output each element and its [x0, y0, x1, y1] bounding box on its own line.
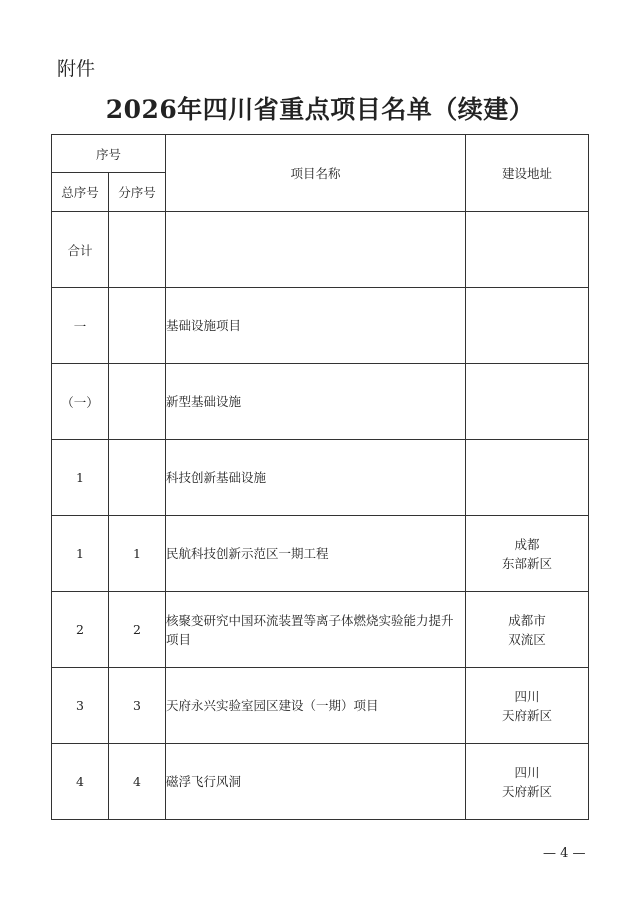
header-location: 建设地址 — [466, 135, 589, 212]
sub-seq-cell — [109, 364, 166, 440]
location-line-2: 东部新区 — [502, 555, 553, 571]
table-row — [52, 668, 589, 744]
total-seq-cell: 2 — [52, 592, 109, 668]
project-name-cell: 新型基础设施 — [166, 364, 466, 440]
header-total-seq: 总序号 — [52, 173, 109, 212]
document-title: 2026年四川省重点项目名单（续建） — [105, 95, 535, 124]
location-line-2: 天府新区 — [502, 783, 553, 799]
table-row — [52, 212, 589, 288]
project-name-cell: 科技创新基础设施 — [166, 440, 466, 516]
sub-seq-cell: 3 — [109, 668, 166, 744]
attachment-label: 附件 — [57, 58, 96, 80]
table-row — [52, 516, 589, 592]
total-seq-cell: （一） — [52, 364, 109, 440]
project-table — [51, 134, 589, 820]
location-cell — [466, 668, 589, 744]
total-seq-cell: 1 — [52, 516, 109, 592]
project-name-cell: 天府永兴实验室园区建设（一期）项目 — [166, 668, 466, 744]
table-row — [52, 288, 589, 364]
location-cell — [466, 440, 589, 516]
location-line-2: 双流区 — [508, 631, 546, 647]
header-sub-seq: 分序号 — [109, 173, 166, 212]
sub-seq-cell — [109, 212, 166, 288]
sub-seq-cell: 1 — [109, 516, 166, 592]
total-seq-cell: 1 — [52, 440, 109, 516]
project-name-cell: 磁浮飞行风洞 — [166, 744, 466, 820]
table-row — [52, 592, 589, 668]
project-name-cell: 核聚变研究中国环流装置等离子体燃烧实验能力提升项目 — [166, 592, 466, 668]
project-name-cell: 民航科技创新示范区一期工程 — [166, 516, 466, 592]
header-seq-group: 序号 — [52, 135, 166, 173]
location-line-1: 成都市 — [508, 612, 546, 628]
sub-seq-cell — [109, 288, 166, 364]
sub-seq-cell: 2 — [109, 592, 166, 668]
location-line-1: 成都 — [514, 536, 540, 552]
project-name-cell — [166, 212, 466, 288]
page-number: — 4 — — [543, 846, 586, 861]
total-seq-cell: 4 — [52, 744, 109, 820]
total-seq-cell: 3 — [52, 668, 109, 744]
location-cell — [466, 744, 589, 820]
location-cell — [466, 364, 589, 440]
table-row — [52, 364, 589, 440]
location-cell — [466, 516, 589, 592]
location-cell — [466, 212, 589, 288]
sub-seq-cell — [109, 440, 166, 516]
location-cell — [466, 592, 589, 668]
table-row — [52, 744, 589, 820]
total-seq-cell: 一 — [52, 288, 109, 364]
total-seq-cell: 合计 — [52, 212, 109, 288]
location-line-1: 四川 — [514, 688, 540, 704]
sub-seq-cell: 4 — [109, 744, 166, 820]
table-row — [52, 440, 589, 516]
header-project-name: 项目名称 — [166, 135, 466, 212]
location-line-1: 四川 — [514, 764, 540, 780]
header-row-1 — [52, 135, 589, 173]
project-name-cell: 基础设施项目 — [166, 288, 466, 364]
location-line-2: 天府新区 — [502, 707, 553, 723]
location-cell — [466, 288, 589, 364]
